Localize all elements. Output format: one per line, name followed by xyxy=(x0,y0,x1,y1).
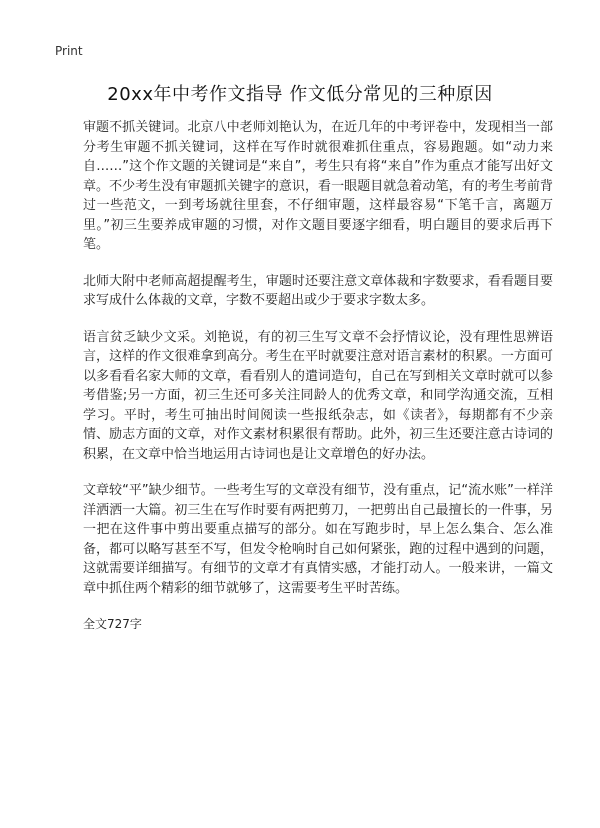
paragraph-details: 文章较“平”缺少细节。一些考生写的文章没有细节，没有重点，记“流水账”一样洋洋洒洒一大篇。初三生在写作时要有两把剪刀，一把剪出自己最擅长的一件事，另一把在这件事中剪出要重点描写的部分。如在写跑步时，早上怎么集合、怎么准备，都可以略写甚至不写，但发令枪响时自己如何紧张，跑的过程中遇到的问题，这就需要详细描写。有细节的文章才有真情实感，才能打动人。一般来讲，一篇文章中抓住两个精彩的细节就够了，这需要考生平时苦练。 xyxy=(83,483,553,596)
document-title: 20xx年中考作文指导 作文低分常见的三种原因 xyxy=(107,84,493,105)
article-body xyxy=(83,118,553,633)
paragraph-topic-analysis: 审题不抓关键词。北京八中老师刘艳认为，在近几年的中考评卷中，发现相当一部分考生审题不抓关键词，这样在写作时就很难抓住重点，容易跑题。如“动力来自……”这个作文题的关键词是“来自”，考生只有将“来自”作为重点才能写出好文章。不少考生没有审题抓关键字的意识，看一眼题目就急着动笔，有的考生考前背过一些范文，一到考场就往里套，不仔细审题，这样最容易“下笔千言，离题万里。”初三生要养成审题的习惯，对作文题目要逐字细看，明白题目的要求后再下笔。 xyxy=(83,120,553,252)
paragraph-genre-requirements: 北师大附中老师高超提醒考生，审题时还要注意文章体裁和字数要求，看看题目要求写成什么体裁的文章，字数不要超出或少于要求字数太多。 xyxy=(83,273,553,308)
paragraph-language-style: 语言贫乏缺少文采。刘艳说，有的初三生写文章不会抒情议论，没有理性思辨语言，这样的作文很难拿到高分。考生在平时就要注意对语言素材的积累。一方面可以多看看名家大师的文章，看看别人的遣词造句，自己在写到相关文章时就可以参考借鉴;另一方面，初三生还可多关注同龄人的优秀文章，和同学沟通交流，互相学习。平时，考生可抽出时间阅读一些报纸杂志，如《读者》，每期都有不少亲情、励志方面的文章，对作文素材积累很有帮助。此外，初三生还要注意古诗词的积累，在文章中恰当地运用古诗词也是让文章增色的好办法。 xyxy=(83,329,553,462)
word-count: 全文727字 xyxy=(83,617,142,631)
print-link[interactable]: Print xyxy=(55,44,83,58)
